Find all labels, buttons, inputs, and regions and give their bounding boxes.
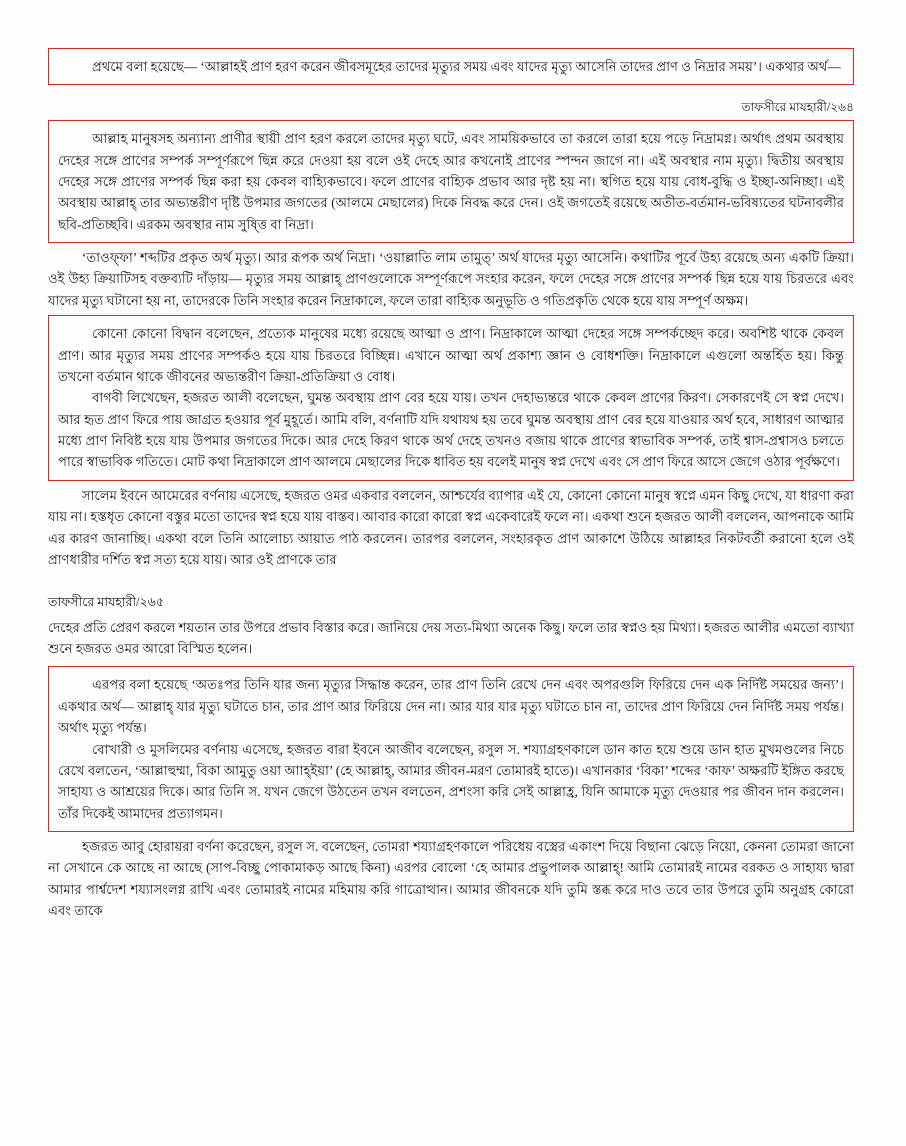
paragraph: বোখারী ও মুসলিমের বর্ণনায় এসেছে, হজরত বারা ইবনে আজীব বলেছেন, রসুল স. শয্যাগ্রহণকালে ডান কাত হয়ে শুয়ে ডান হাত মুখমণ্ডলের নিচে রেখে বলতেন, ‘আল্লাহুম্মা, বিকা আমুতু ওয়া আাহ্ইয়া’ (হে আল্লাহ্, আমার জীবন-মরণ তোমারই হাতে)। এখানকার ‘বিকা’ শব্দের ‘কাফ’ অক্ষরটি ইঙ্গিত করছে সাহায্য ও আশ্রয়ের দিকে। আর তিনি স. যখন জেগে উঠতেন তখন বলতেন, প্রশংসা করি সেই আল্লাহ্র, যিনি আমাকে মৃত্যু দেওয়ার পর জীবন দান করলেন। তাঁর দিকেই আমাদের প্রত্যাগমন।	[58, 741, 844, 821]
spacer	[48, 570, 854, 592]
paragraph: দেহের প্রতি প্রেরণ করলে শয়তান তার উপরে প্রভাব বিস্তার করে। জানিয়ে দেয় সত্য-মিথ্যা অনেক কিছু। ফলে তার স্বপ্নও হয় মিথ্যা। হজরত আলীর এমতো ব্যাখ্যা শুনে হজরত ওমর আরো বিস্মিত হলেন।	[48, 619, 854, 657]
highlighted-block-2	[48, 120, 854, 243]
paragraph: ‘তাওফ্ফা’ শব্দটির প্রকৃত অর্থ মৃত্যু। আর রূপক অর্থ নিদ্রা। ‘ওয়াল্লাতি লাম তামুত্’ অর্থ যাদের মৃত্যু আসেনি। কথাটির পূর্বে উহ্য রয়েছে অন্য একটি ক্রিয়া। ওই উহ্য ক্রিয়াটিসহ বক্তব্যটি দাঁড়ায়— মৃত্যুর সময় আল্লাহ্ প্রাণগুলোকে সম্পূর্ণরূপে সংহার করেন, ফলে দেহের সঙ্গে প্রাণের সম্পর্ক ছিন্ন হয়ে যায় চিরতরে এবং যাদের মৃত্যু ঘটানো হয় না, তাদেরকে তিনি সংহার করেন নিদ্রাকালে, ফলে তারা বাহ্যিক অনুভূতি ও গতিপ্রকৃতি থেকে হয়ে যায় সম্পূর্ণ অক্ষম।	[48, 250, 854, 308]
highlighted-block-4	[48, 666, 854, 832]
paragraph: বাগবী লিখেছেন, হজরত আলী বলেছেন, ঘুমন্ত অবস্থায় প্রাণ বের হয়ে যায়। তখন দেহাভ্যন্তরে থাকে কেবল প্রাণের কিরণ। সেকারণেই সে স্বপ্ন দেখে। আর হৃত প্রাণ ফিরে পায় জাগ্রত হওয়ার পূর্ব মুহূর্তে। আমি বলি, বর্ণনাটি যদি যথাযথ হয় তবে ঘুমন্ত অবস্থায় প্রাণ বের হয়ে যাওয়ার অর্থ হবে, সাধারণ আত্মার মধ্যে প্রাণ নিবিষ্ট হয়ে যায় উপমার জগতের দিকে। আর দেহে কিরণ থাকে অর্থ দেহে তখনও বজায় থাকে প্রাণের স্বাভাবিক সম্পর্ক, তাই শ্বাস-প্রশ্বাসও চলতে পারে স্বাভাবিক গতিতে। মোট কথা নিদ্রাকালে প্রাণ আলমে মেছালের দিকে ধাবিত হয় বলেই মানুষ স্বপ্ন দেখে এবং সে প্রাণ ফিরে আসে জেগে ওঠার পূর্বক্ষণে।	[58, 390, 844, 470]
paragraph: সালেম ইবনে আমেরের বর্ণনায় এসেছে, হজরত ওমর একবার বললেন, আশ্চর্যের ব্যাপার এই যে, কোনো কোনো মানুষ স্বপ্নে এমন কিছু দেখে, যা ধারণা করা যায় না। হস্তধৃত কোনো বস্তুর মতো তাদের স্বপ্ন হয়ে যায় বাস্তব। আবার কারো কারো স্বপ্ন একেবারেই ফলে না। একথা শুনে হজরত আলী বললেন, আপনাকে আমি এর কারণ জানাচ্ছি। একথা বলে তিনি আলোচ্য আয়াত পাঠ করলেন। তারপর বললেন, সংহারকৃত প্রাণ আকাশে উঠিয়ে আল্লাহর নিকটবর্তী করানো হলে ওই প্রাণধারীর দর্শিত স্বপ্ন সত্য হয়ে যায়। আর ওই প্রাণকে তার	[48, 487, 854, 567]
highlighted-block-3	[48, 315, 854, 481]
paragraph: হজরত আবু হোরায়রা বর্ণনা করেছেন, রসুল স. বলেছেন, তোমরা শয্যাগ্রহণকালে পরিধেয় বস্ত্রের একাংশ দিয়ে বিছানা ঝেড়ে নিয়ো, কেননা তোমরা জানো না সেখানে কে আছে না আছে (সাপ-বিচ্ছু পোকামাকড় আছে কিনা) এরপর বোলো ‘হে আমার প্রভুপালক আল্লাহ্! আমি তোমারই নামের বরকত ও সাহায্য দ্বারা আমার পার্শ্বদেশ শয্যাসংলগ্ন রাখি এবং তোমারই নামের মহিমায় করি গাত্রোত্থান। আমার জীবনকে যদি তুমি স্তব্ধ করে দাও তবে তার উপরে তুমি অনুগ্রহ কোরো এবং তাকে	[48, 839, 854, 919]
spacer	[48, 85, 854, 98]
document-body	[48, 48, 854, 922]
paragraph: আল্লাহ মানুষসহ অন্যান্য প্রাণীর স্থায়ী প্রাণ হরণ করলে তাদের মৃত্যু ঘটে, এবং সাময়িকভাবে তা করলে তারা হয়ে পড়ে নিদ্রামগ্ন। অর্থাৎ প্রথম অবস্থায় দেহের সঙ্গে প্রাণের সম্পর্ক সম্পূর্ণরূপে ছিন্ন করে দেওয়া হয় বলে ওই দেহে আর কখনোই প্রাণের স্পন্দন জাগে না। এই অবস্থার নাম মৃত্যু। দ্বিতীয় অবস্থায় দেহের সঙ্গে প্রাণের সম্পর্ক ছিন্ন করা হয় কেবল বাহ্যিকভাবে। ফলে প্রাণের বাহ্যিক প্রভাব আর দৃষ্ট হয় না। স্থগিত হয়ে যায় বোধ-বুদ্ধি ও ইচ্ছা-অনিচ্ছা। এই অবস্থায় আল্লাহ্ তার অভ্যন্তরীণ দৃষ্টি উপমার জগতের (আলমে মেছালের) দিকে নিবদ্ধ করে দেন। ওই জগতেই রয়েছে অতীত-বর্তমান-ভবিষ্যতের ঘটনাবলীর ছবি-প্রতিচ্ছবি। এরকম অবস্থার নাম সুষ্ত্তি বা নিদ্রা।	[58, 131, 844, 232]
spacer	[48, 659, 854, 666]
paragraph: এরপর বলা হয়েছে ‘অতঃপর তিনি যার জন্য মৃত্যুর সিদ্ধান্ত করেন, তার প্রাণ তিনি রেখে দেন এবং অপরগুলি ফিরিয়ে দেন এক নির্দিষ্ট সময়ের জন্য’। একথার অর্থ— আল্লাহ্ যার মৃত্যু ঘটাতে চান, তার প্রাণ আর ফিরিয়ে দেন না। আর যার যার মৃত্যু ঘটাতে চান না, তাদের প্রাণ ফিরিয়ে দেন নির্দিষ্ট সময় পর্যন্ত। অর্থাৎ মৃত্যু পর্যন্ত।	[58, 677, 844, 736]
paragraph: কোনো কোনো বিদ্বান বলেছেন, প্রত্যেক মানুষের মধ্যে রয়েছে আত্মা ও প্রাণ। নিদ্রাকালে আত্মা দেহের সঙ্গে সম্পর্কচ্ছেদ করে। অবশিষ্ট থাকে কেবল প্রাণ। আর মৃত্যুর সময় প্রাণের সম্পর্কও হয়ে যায় চিরতরে বিচ্ছিন্ন। এখানে আত্মা অর্থ প্রকাশ্য জ্ঞান ও বোধশক্তি। নিদ্রাকালে এগুলো অন্তর্হিত হয়। কিন্তু তখনো বর্তমান থাকে জীবনের অভ্যন্তরীণ ক্রিয়া-প্রতিক্রিয়া ও বোধ।	[58, 326, 844, 384]
reference-mid: তাফসীরে মাযহারী/২৬৫	[48, 595, 165, 610]
reference-top: তাফসীরে মাযহারী/২৬৪	[741, 100, 854, 115]
highlighted-block-1	[48, 48, 854, 85]
paragraph: প্রথমে বলা হয়েছে— ‘আল্লাহই প্রাণ হরণ করেন জীবসমূহের তাদের মৃত্যুর সময় এবং যাদের মৃত্যু আসেনি তাদের প্রাণ ও নিদ্রার সময়’। একথার অর্থ—	[92, 59, 841, 74]
